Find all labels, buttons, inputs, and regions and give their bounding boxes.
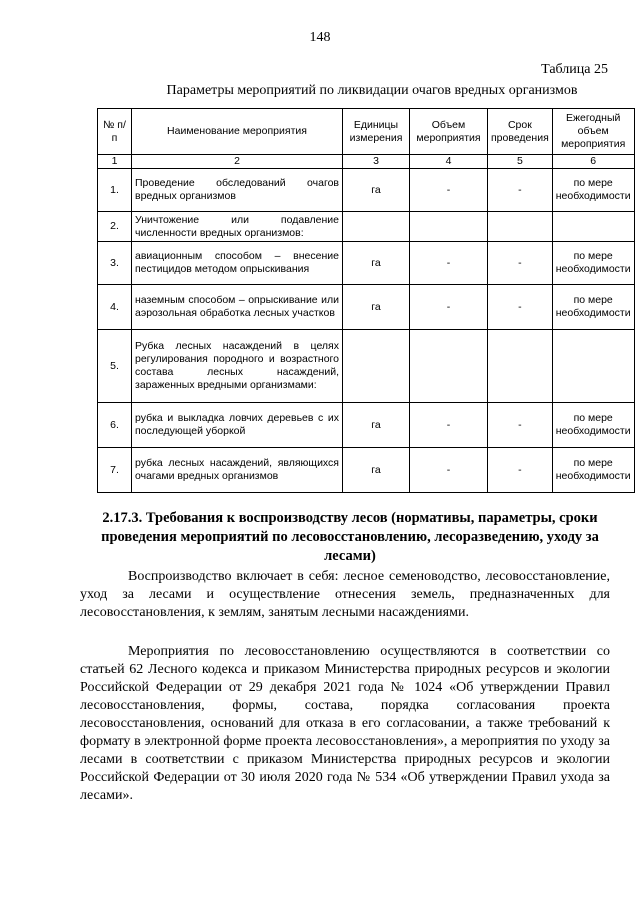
unit-cell: га bbox=[343, 403, 410, 448]
table-row bbox=[98, 403, 635, 448]
activity-name-cell: рубка лесных насаждений, являющихся очагами вредных организмов bbox=[132, 448, 343, 493]
activity-name-cell: наземным способом – опрыскивание или аэрозольная обработка лесных участков bbox=[132, 285, 343, 330]
header-cell: Ежегодный объем мероприятия bbox=[552, 109, 634, 155]
volume-cell: - bbox=[410, 403, 488, 448]
section-heading: 2.17.3. Требования к воспроизводству лесов (нормативы, параметры, сроки проведения мероприятий по лесовосстановлению, лесоразведению, уходу за лесами) bbox=[101, 510, 599, 564]
unit-cell bbox=[343, 330, 410, 403]
activity-name-cell: Проведение обследований очагов вредных организмов bbox=[132, 169, 343, 212]
annual-volume-cell bbox=[552, 330, 634, 403]
activity-name-cell: Рубка лесных насаждений в целях регулирования породного и возрастного состава лесных насаждений, зараженных вредными организмами: bbox=[132, 330, 343, 403]
volume-cell: - bbox=[410, 242, 488, 285]
table-row bbox=[98, 242, 635, 285]
table-row bbox=[98, 448, 635, 493]
column-number-row bbox=[98, 155, 635, 169]
row-number-cell: 3. bbox=[98, 242, 132, 285]
volume-cell: - bbox=[410, 448, 488, 493]
annual-volume-cell: по мере необходимости bbox=[552, 169, 634, 212]
unit-cell: га bbox=[343, 169, 410, 212]
volume-cell: - bbox=[410, 169, 488, 212]
column-number-cell: 6 bbox=[552, 155, 634, 169]
column-number-cell: 1 bbox=[98, 155, 132, 169]
term-cell: - bbox=[488, 242, 553, 285]
table-header-row bbox=[98, 109, 635, 155]
parameters-table bbox=[97, 108, 635, 493]
table-title: Параметры мероприятий по ликвидации очагов вредных организмов bbox=[166, 83, 578, 98]
annual-volume-cell bbox=[552, 212, 634, 242]
page-number: 148 bbox=[309, 30, 331, 45]
body-paragraph: Мероприятия по лесовосстановлению осуществляются в соответствии со статьей 62 Лесного кодекса и приказом Министерства природных ресурсов и экологии Российской Федерации от 29 декабря 2021 года № 1024 «Об утверждении Правил лесовосстановления, формы, состава, порядка согласования проекта лесовосстановления, оснований для отказа в его согласовании, а также требований к формату в электронной форме проекта лесовосстановления», а мероприятия по уходу за лесами в соответствии с приказом Министерства природных ресурсов и экологии Российской Федерации от 30 июля 2020 года № 534 «Об утверждении Правил ухода за лесами». bbox=[80, 644, 610, 803]
activity-name-cell: Уничтожение или подавление численности вредных организмов: bbox=[132, 212, 343, 242]
row-number-cell: 2. bbox=[98, 212, 132, 242]
volume-cell: - bbox=[410, 285, 488, 330]
row-number-cell: 1. bbox=[98, 169, 132, 212]
column-number-cell: 3 bbox=[343, 155, 410, 169]
unit-cell: га bbox=[343, 242, 410, 285]
table-row bbox=[98, 169, 635, 212]
unit-cell: га bbox=[343, 448, 410, 493]
column-number-cell: 5 bbox=[488, 155, 553, 169]
activity-name-cell: авиационным способом – внесение пестицидов методом опрыскивания bbox=[132, 242, 343, 285]
header-cell: Единицы измерения bbox=[343, 109, 410, 155]
row-number-cell: 6. bbox=[98, 403, 132, 448]
header-cell: № п/п bbox=[98, 109, 132, 155]
volume-cell bbox=[410, 212, 488, 242]
term-cell bbox=[488, 212, 553, 242]
term-cell bbox=[488, 330, 553, 403]
table-row bbox=[98, 212, 635, 242]
header-cell: Срок проведения bbox=[488, 109, 553, 155]
column-number-cell: 2 bbox=[132, 155, 343, 169]
annual-volume-cell: по мере необходимости bbox=[552, 285, 634, 330]
annual-volume-cell: по мере необходимости bbox=[552, 448, 634, 493]
volume-cell bbox=[410, 330, 488, 403]
unit-cell bbox=[343, 212, 410, 242]
annual-volume-cell: по мере необходимости bbox=[552, 242, 634, 285]
table-row bbox=[98, 330, 635, 403]
body-paragraph: Воспроизводство включает в себя: лесное семеноводство, лесовосстановление, уход за лесами и осуществление отнесения земель, предназначенных для лесовосстановления, к землям, занятым лесными насаждениями. bbox=[80, 569, 610, 620]
activity-name-cell: рубка и выкладка ловчих деревьев с их последующей уборкой bbox=[132, 403, 343, 448]
row-number-cell: 5. bbox=[98, 330, 132, 403]
column-number-cell: 4 bbox=[410, 155, 488, 169]
header-cell: Наименование мероприятия bbox=[132, 109, 343, 155]
header-cell: Объем мероприятия bbox=[410, 109, 488, 155]
term-cell: - bbox=[488, 403, 553, 448]
table-row bbox=[98, 285, 635, 330]
row-number-cell: 4. bbox=[98, 285, 132, 330]
row-number-cell: 7. bbox=[98, 448, 132, 493]
annual-volume-cell: по мере необходимости bbox=[552, 403, 634, 448]
term-cell: - bbox=[488, 448, 553, 493]
term-cell: - bbox=[488, 169, 553, 212]
table-label: Таблица 25 bbox=[541, 62, 608, 77]
term-cell: - bbox=[488, 285, 553, 330]
unit-cell: га bbox=[343, 285, 410, 330]
